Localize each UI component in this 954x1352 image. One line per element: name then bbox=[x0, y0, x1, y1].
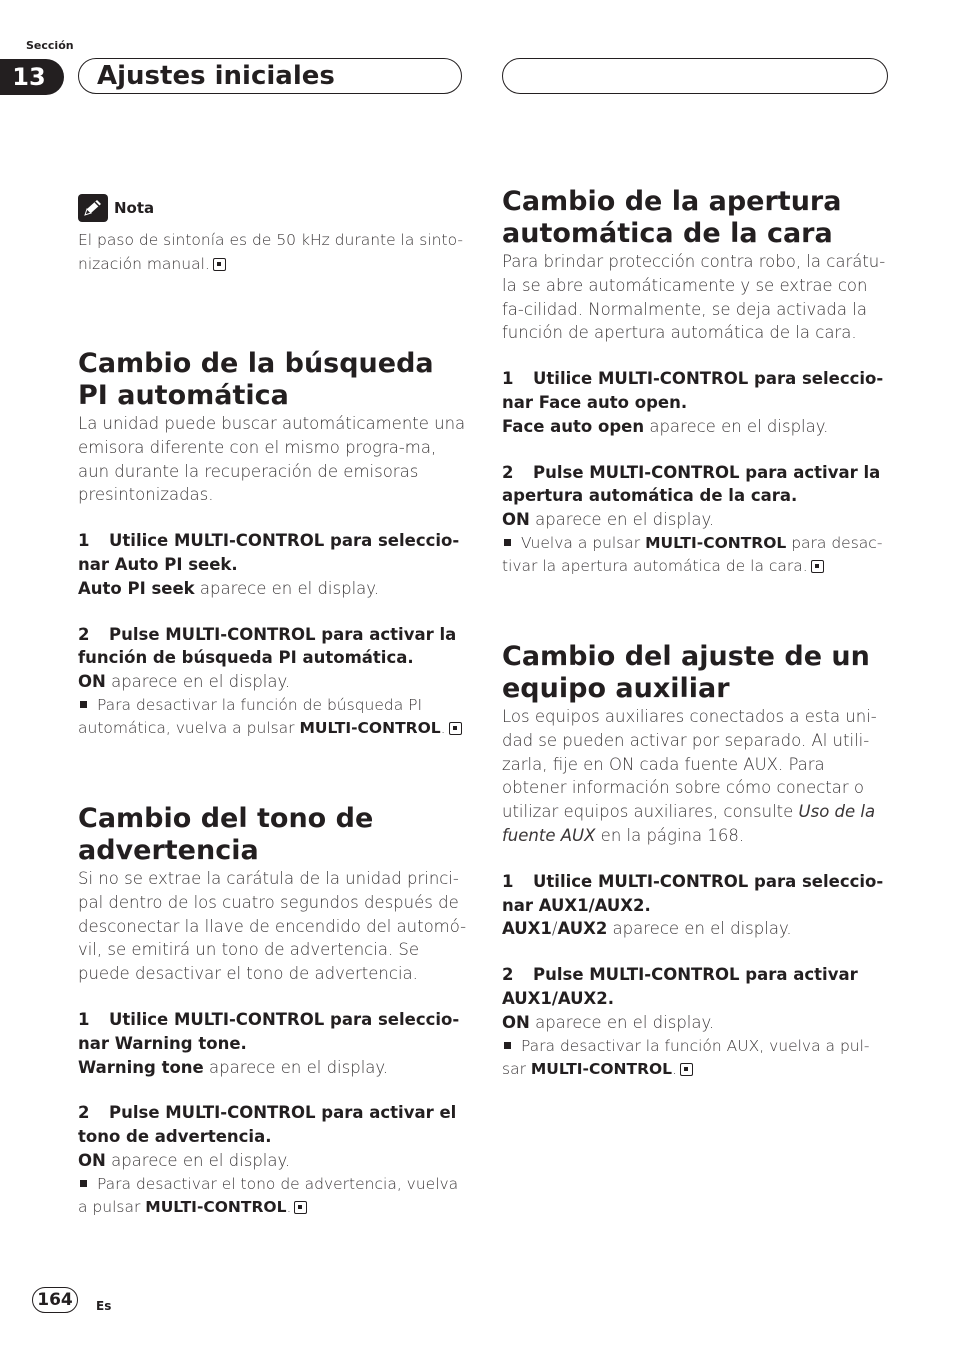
right-column bbox=[502, 186, 892, 1082]
bullet-icon bbox=[80, 1180, 87, 1187]
tone-step-1-result bbox=[78, 1056, 468, 1080]
result-separator: / bbox=[551, 919, 558, 939]
end-mark-icon bbox=[294, 1201, 307, 1214]
result-text: aparece en el display. bbox=[105, 672, 291, 692]
note-end: . bbox=[672, 1060, 677, 1079]
aux-note bbox=[502, 1035, 892, 1082]
aux-step-2-result bbox=[502, 1011, 892, 1035]
pi-step-2 bbox=[78, 623, 468, 671]
note-text: Vuelva a pulsar bbox=[521, 533, 646, 552]
step-number: 1 bbox=[502, 369, 514, 389]
face-step-2 bbox=[502, 461, 892, 509]
note-text: Para desactivar la función de búsqueda PI automática, vuelva a pulsar bbox=[78, 695, 423, 738]
note-strong: MULTI-CONTROL bbox=[299, 719, 441, 738]
result-text: aparece en el display. bbox=[194, 578, 379, 598]
end-mark-icon bbox=[449, 722, 462, 735]
pi-step-2-result bbox=[78, 670, 468, 694]
step-text: Pulse MULTI-CONTROL para activar el tono de advertencia. bbox=[78, 1103, 457, 1147]
step-number: 1 bbox=[502, 871, 514, 891]
section-label: Sección bbox=[26, 39, 74, 52]
pi-note bbox=[78, 694, 468, 741]
tone-step-2-result bbox=[78, 1149, 468, 1173]
section-title bbox=[78, 58, 462, 94]
aux-step-2 bbox=[502, 963, 892, 1011]
aux-step-1-result bbox=[502, 917, 892, 941]
section-number-badge: 13 bbox=[0, 59, 64, 95]
step-number: 2 bbox=[78, 1103, 90, 1123]
result-strong: Auto PI seek bbox=[78, 578, 195, 598]
result-text: aparece en el display. bbox=[529, 510, 715, 530]
tone-note bbox=[78, 1173, 468, 1220]
result-strong: ON bbox=[78, 672, 106, 692]
tone-step-2 bbox=[78, 1101, 468, 1149]
bullet-icon bbox=[80, 701, 87, 708]
result-text: aparece en el display. bbox=[607, 919, 792, 939]
note-text: Para desactivar el tono de advertencia, vuelva a pulsar bbox=[78, 1174, 459, 1217]
bullet-icon bbox=[504, 539, 511, 546]
aux-intro-text: Los equipos auxiliares conectados a esta uni-dad se pueden activar por separado. Al utili-zarla, fije en ON cada fuente AUX. Para obtener información sobre cómo conectar o utilizar equipos auxiliares, consulte bbox=[502, 706, 877, 822]
note-label: Nota bbox=[114, 199, 155, 217]
heading-pi-seek: Cambio de la búsqueda PI automática bbox=[78, 348, 434, 411]
aux-step-1 bbox=[502, 870, 892, 918]
tone-step-1 bbox=[78, 1008, 468, 1056]
end-mark-icon bbox=[680, 1063, 693, 1076]
tone-intro: Si no se extrae la carátula de la unidad princi-pal dentro de los cuatro segundos después de desconectar la llave de encendido del automó-vil, se emitirá un tono de advertencia. Se puede desactivar el tono de advertencia. bbox=[78, 868, 467, 984]
step-text: Pulse MULTI-CONTROL para activar AUX1/AUX2. bbox=[502, 965, 858, 1008]
note-heading bbox=[78, 194, 468, 222]
note-end: . bbox=[286, 1198, 292, 1217]
face-note bbox=[502, 532, 892, 579]
pencil-note-icon bbox=[78, 194, 108, 222]
note-body: El paso de sintonía es de 50 kHz durante la sinto-nización manual. bbox=[78, 231, 463, 273]
step-text: Utilice MULTI-CONTROL para seleccio-nar Warning tone. bbox=[78, 1009, 460, 1053]
step-text: Pulse MULTI-CONTROL para activar la apertura automática de la cara. bbox=[502, 462, 881, 506]
note-strong: MULTI-CONTROL bbox=[645, 533, 787, 552]
face-step-1 bbox=[502, 367, 892, 415]
step-text: Pulse MULTI-CONTROL para activar la función de búsqueda PI automática. bbox=[78, 624, 457, 668]
section-title-text: Ajustes iniciales bbox=[97, 61, 335, 91]
note-strong: MULTI-CONTROL bbox=[145, 1198, 287, 1217]
note-strong: MULTI-CONTROL bbox=[530, 1060, 673, 1079]
heading-aux: Cambio del ajuste de un equipo auxiliar bbox=[502, 640, 870, 704]
result-text: aparece en el display. bbox=[644, 416, 829, 436]
aux-intro-reference: Uso de la fuente AUX bbox=[502, 802, 876, 845]
note-text-post: para desac-tivar la apertura automática de la cara. bbox=[502, 533, 883, 576]
result-strong: AUX2 bbox=[557, 919, 608, 939]
result-strong: Face auto open bbox=[502, 416, 645, 436]
end-mark-icon bbox=[811, 560, 824, 573]
pi-step-1-result bbox=[78, 577, 468, 601]
heading-warning-tone: Cambio del tono de advertencia bbox=[78, 802, 374, 866]
result-text: aparece en el display. bbox=[105, 1150, 291, 1170]
step-number: 2 bbox=[502, 462, 514, 482]
face-intro: Para brindar protección contra robo, la carátu-la se abre automáticamente y se extrae con fa-cilidad. Normalmente, se deja activada la función de apertura automática de la cara. bbox=[502, 252, 886, 343]
step-number: 1 bbox=[78, 531, 90, 551]
step-text: Utilice MULTI-CONTROL para seleccio-nar AUX1/AUX2. bbox=[502, 871, 884, 915]
note-end: . bbox=[440, 719, 446, 738]
pi-intro: La unidad puede buscar automáticamente una emisora diferente con el mismo progra-ma, aun durante la recuperación de emisoras presintonizadas. bbox=[78, 414, 466, 505]
result-text: aparece en el display. bbox=[529, 1012, 715, 1032]
result-strong: AUX1 bbox=[502, 919, 552, 939]
step-number: 2 bbox=[78, 624, 90, 644]
end-mark-icon bbox=[213, 258, 226, 271]
step-number: 1 bbox=[78, 1009, 90, 1029]
left-column bbox=[78, 194, 468, 1220]
language-code: Es bbox=[96, 1299, 112, 1313]
bullet-icon bbox=[504, 1042, 511, 1049]
step-text: Utilice MULTI-CONTROL para seleccio-nar Auto PI seek. bbox=[78, 531, 460, 574]
step-number: 2 bbox=[502, 965, 514, 985]
note-text: Para desactivar la función AUX, vuelva a pul-sar bbox=[502, 1036, 870, 1079]
pi-step-1 bbox=[78, 529, 468, 577]
result-strong: ON bbox=[78, 1150, 106, 1170]
result-text: aparece en el display. bbox=[203, 1057, 389, 1077]
heading-face-auto-open: Cambio de la apertura automática de la cara bbox=[502, 186, 842, 249]
aux-intro-text-post: en la página 168. bbox=[595, 825, 745, 845]
result-strong: ON bbox=[502, 1012, 530, 1032]
step-text: Utilice MULTI-CONTROL para seleccio-nar Face auto open. bbox=[502, 369, 884, 412]
result-strong: ON bbox=[502, 510, 530, 530]
face-step-2-result bbox=[502, 508, 892, 532]
page-number: 164 bbox=[32, 1287, 78, 1313]
aux-intro bbox=[502, 705, 892, 848]
face-step-1-result bbox=[502, 415, 892, 439]
result-strong: Warning tone bbox=[78, 1057, 204, 1077]
header-empty-box bbox=[502, 58, 888, 94]
note-text bbox=[78, 228, 468, 276]
